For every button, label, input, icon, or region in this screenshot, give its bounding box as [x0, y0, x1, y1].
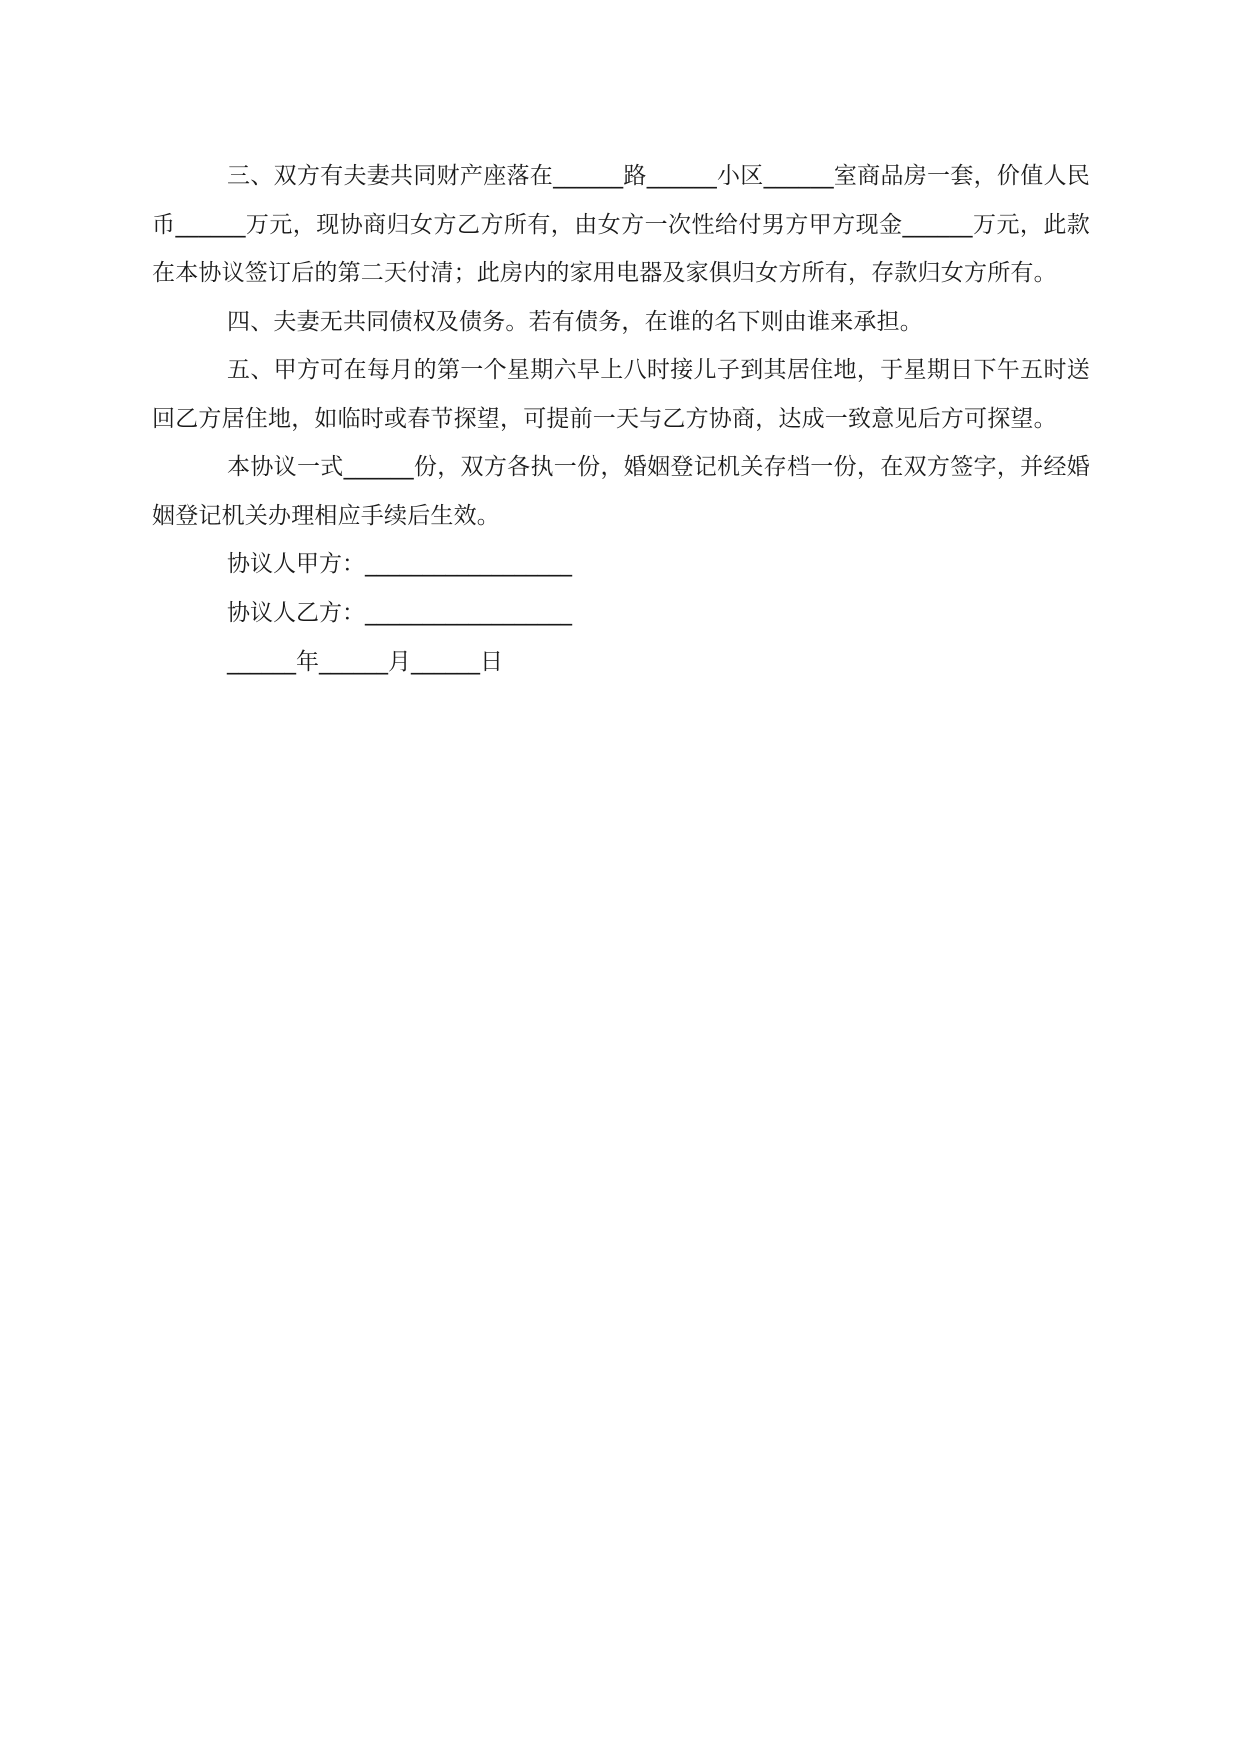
- agreement-copies-clause: 本协议一式______份，双方各执一份，婚姻登记机关存档一份，在双方签字，并经婚姻登记机关办理相应手续后生效。: [152, 454, 1090, 529]
- clause-three: 三、双方有夫妻共同财产座落在______路______小区______室商品房一套，价值人民币______万元，现协商归女方乙方所有，由女方一次性给付男方甲方现金______万元，此款在本协议签订后的第二天付清；此房内的家用电器及家俱归女方所有，存款归女方所有。: [152, 163, 1090, 286]
- clause-four: 四、夫妻无共同债权及债务。若有债务，在谁的名下则由谁来承担。: [227, 308, 923, 335]
- document-body: [152, 152, 1090, 687]
- signature-party-a: 协议人甲方：__________________: [227, 551, 572, 577]
- signature-party-b: 协议人乙方：__________________: [227, 600, 572, 626]
- signature-date: ______年______月______日: [227, 649, 503, 675]
- clause-five: 五、甲方可在每月的第一个星期六早上八时接儿子到其居住地，于星期日下午五时送回乙方居住地，如临时或春节探望，可提前一天与乙方协商，达成一致意见后方可探望。: [152, 357, 1090, 432]
